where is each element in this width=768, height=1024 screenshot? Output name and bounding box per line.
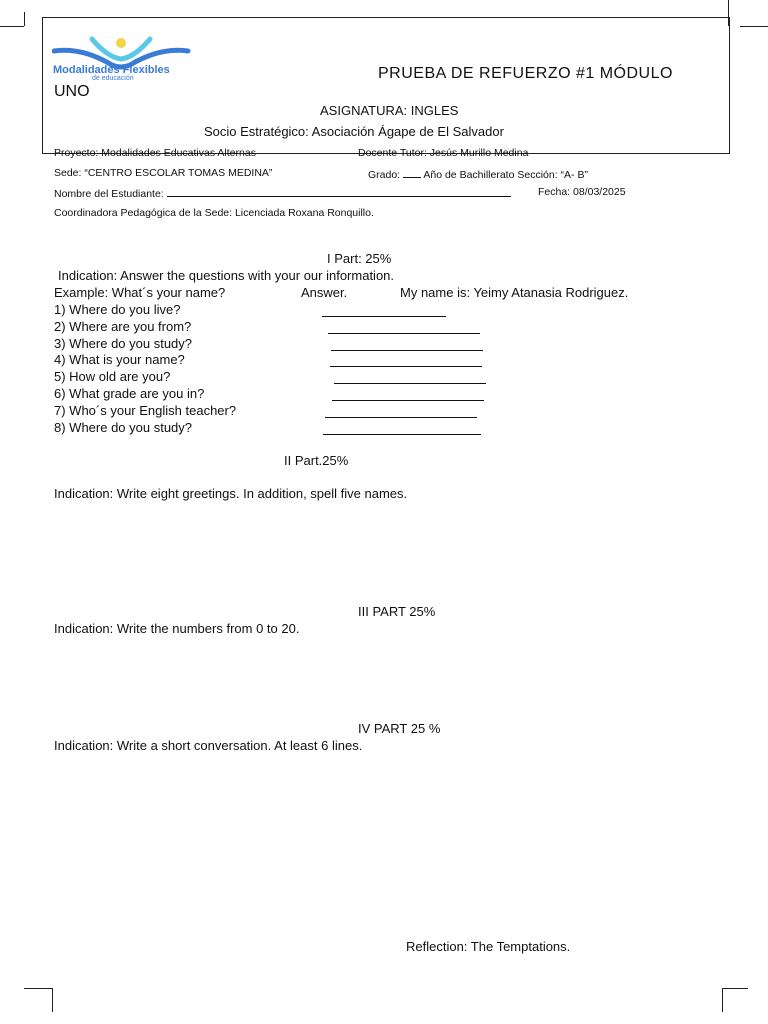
part3-indication: Indication: Write the numbers from 0 to 20. bbox=[54, 621, 300, 636]
example-answer: My name is: Yeimy Atanasia Rodriguez. bbox=[400, 285, 629, 300]
project: Proyecto: Modalidades Educativas Alternas bbox=[54, 147, 256, 159]
example-answer-label: Answer. bbox=[301, 285, 348, 300]
logo-subtext: de educación bbox=[92, 75, 134, 82]
question-6: 6) What grade are you in? bbox=[54, 386, 205, 401]
document-title: PRUEBA DE REFUERZO #1 MÓDULO bbox=[378, 65, 673, 82]
question-5: 5) How old are you? bbox=[54, 369, 171, 384]
answer-blank-5[interactable] bbox=[334, 371, 486, 384]
question-7: 7) Who´s your English teacher? bbox=[54, 403, 237, 418]
student-name-blank[interactable] bbox=[167, 186, 511, 197]
crop-mark bbox=[52, 988, 53, 1012]
crop-mark bbox=[24, 988, 52, 989]
grade-label: Grado: bbox=[368, 169, 404, 181]
example-question: Example: What´s your name? bbox=[54, 285, 226, 300]
crop-mark bbox=[0, 26, 24, 27]
coordinator: Coordinadora Pedagógica de la Sede: Licenciada Roxana Ronquillo. bbox=[54, 207, 374, 219]
student-name-label: Nombre del Estudiante: bbox=[54, 188, 167, 200]
grade-rest: Año de Bachillerato Sección: “A- B” bbox=[421, 169, 588, 181]
question-2: 2) Where are you from? bbox=[54, 319, 192, 334]
part1-heading: I Part: 25% bbox=[327, 251, 392, 266]
question-8: 8) Where do you study? bbox=[54, 420, 193, 435]
answer-blank-3[interactable] bbox=[331, 338, 483, 351]
subject: ASIGNATURA: INGLES bbox=[320, 103, 459, 118]
part2-indication: Indication: Write eight greetings. In addition, spell five names. bbox=[54, 486, 408, 501]
crop-mark bbox=[722, 988, 748, 989]
part3-heading: III PART 25% bbox=[358, 604, 436, 619]
date: Fecha: 08/03/2025 bbox=[538, 186, 626, 198]
student-name-line bbox=[54, 186, 511, 200]
part1-indication: Indication: Answer the questions with your our information. bbox=[58, 268, 395, 283]
grade-line bbox=[368, 167, 588, 181]
answer-blank-8[interactable] bbox=[323, 422, 481, 435]
grade-blank[interactable] bbox=[403, 167, 421, 178]
answer-blank-7[interactable] bbox=[325, 405, 477, 418]
part4-indication: Indication: Write a short conversation. At least 6 lines. bbox=[54, 738, 363, 753]
strategic-partner: Socio Estratégico: Asociación Ágape de El Salvador bbox=[204, 124, 504, 139]
logo-text: Modalidades Flexibles bbox=[53, 64, 170, 76]
school: Sede: “CENTRO ESCOLAR TOMAS MEDINA” bbox=[54, 167, 273, 179]
crop-mark bbox=[722, 988, 723, 1012]
question-4: 4) What is your name? bbox=[54, 352, 185, 367]
answer-blank-1[interactable] bbox=[322, 304, 446, 317]
answer-blank-2[interactable] bbox=[328, 321, 480, 334]
teacher: Docente Tutor: Jesús Murillo Medina bbox=[358, 147, 529, 159]
document-title-continued: UNO bbox=[54, 83, 90, 100]
question-3: 3) Where do you study? bbox=[54, 336, 193, 351]
answer-blank-4[interactable] bbox=[330, 354, 482, 367]
part4-heading: IV PART 25 % bbox=[358, 721, 441, 736]
crop-mark bbox=[740, 26, 768, 27]
answer-blank-6[interactable] bbox=[332, 388, 484, 401]
crop-mark bbox=[24, 12, 25, 26]
part2-heading: II Part.25% bbox=[284, 453, 349, 468]
reflection: Reflection: The Temptations. bbox=[406, 939, 571, 954]
question-1: 1) Where do you live? bbox=[54, 302, 181, 317]
